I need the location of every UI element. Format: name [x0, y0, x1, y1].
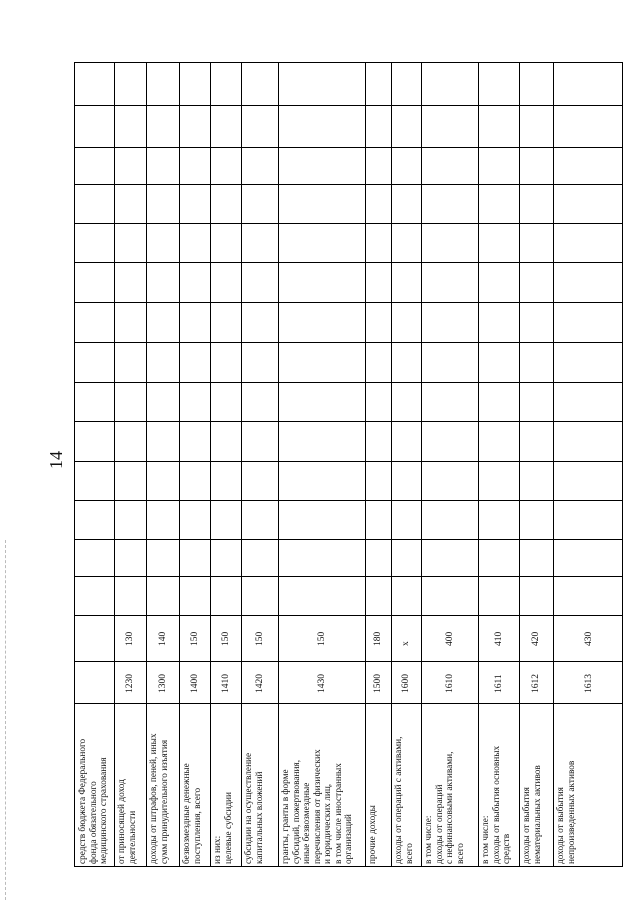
grid-line-vertical	[365, 63, 366, 866]
grid-line-horizontal	[75, 342, 622, 343]
grid-line-vertical	[114, 63, 115, 866]
row-line-code: 1300	[157, 674, 168, 693]
row-label: прочие доходы	[368, 805, 378, 864]
grid-line-vertical	[391, 63, 392, 866]
grid-line-horizontal	[75, 302, 622, 303]
row-kosgu-code: 430	[583, 631, 594, 646]
row-label: от приносящей доход деятельности	[117, 779, 138, 864]
row-kosgu-code: x	[401, 641, 411, 646]
row-line-code: 1611	[493, 674, 504, 693]
row-kosgu-code: 180	[373, 631, 383, 646]
row-line-code: 1600	[401, 674, 411, 693]
row-label: доходы от выбытия нематериальных активов	[522, 765, 543, 864]
row-kosgu-code: 400	[444, 631, 455, 646]
row-kosgu-code: 150	[316, 631, 327, 646]
row-line-code: 1430	[316, 674, 327, 693]
grid-line-horizontal	[75, 500, 622, 501]
grid-line-vertical	[179, 63, 180, 866]
grid-line-horizontal	[75, 105, 622, 106]
financial-table	[74, 62, 623, 867]
row-line-code: 1230	[125, 674, 135, 693]
row-label: субсидии на осуществление капитальных вложений	[244, 752, 265, 864]
grid-line-horizontal	[75, 382, 622, 383]
row-label: в том числе: доходы от операций с нефинансовыми активами, всего	[424, 751, 466, 864]
row-label: в том числе: доходы от выбытия основных средств	[481, 745, 512, 864]
row-kosgu-code: 150	[220, 631, 231, 646]
row-line-code: 1612	[531, 674, 541, 693]
scan-edge-mark	[5, 540, 7, 900]
grid-line-horizontal	[75, 184, 622, 185]
row-kosgu-code: 420	[531, 631, 541, 646]
grid-line-horizontal	[75, 461, 622, 462]
grid-line-vertical	[519, 63, 520, 866]
row-label: из них: целевые субсидии	[213, 792, 234, 864]
row-line-code: 1400	[189, 674, 200, 693]
grid-line-horizontal	[75, 615, 622, 616]
grid-line-vertical	[478, 63, 479, 866]
grid-line-vertical	[421, 63, 422, 866]
grid-line-vertical	[278, 63, 279, 866]
row-label: средств бюджета Федерального фонда обязательного медицинского страхования	[78, 738, 109, 864]
row-label: доходы от штрафов, пеней, иных сумм принудительного изъятия	[149, 733, 170, 864]
grid-line-horizontal	[75, 421, 622, 422]
grid-line-vertical	[241, 63, 242, 866]
grid-line-horizontal	[75, 703, 622, 704]
row-line-code: 1500	[373, 674, 383, 693]
grid-line-horizontal	[75, 576, 622, 577]
grid-line-horizontal	[75, 539, 622, 540]
page-number: 14	[46, 451, 66, 469]
row-line-code: 1613	[583, 674, 594, 693]
row-label: безвозмездные денежные поступления, всего	[182, 763, 203, 864]
grid-line-horizontal	[75, 262, 622, 263]
row-kosgu-code: 150	[254, 631, 265, 646]
grid-line-horizontal	[75, 223, 622, 224]
grid-line-horizontal	[75, 661, 622, 662]
row-line-code: 1410	[220, 674, 231, 693]
row-kosgu-code: 150	[189, 631, 200, 646]
grid-line-vertical	[210, 63, 211, 866]
row-kosgu-code: 410	[493, 631, 504, 646]
grid-line-horizontal	[75, 147, 622, 148]
row-label: доходы от выбытия непроизведенных активов	[556, 760, 577, 864]
row-kosgu-code: 130	[125, 631, 135, 646]
row-label: гранты, гранты в форме субсидий, пожертвования, иные безвозмездные перечисления от физических и юридических лиц, в том числе иностранных организаций	[281, 749, 354, 864]
row-line-code: 1610	[444, 674, 455, 693]
grid-line-vertical	[146, 63, 147, 866]
grid-line-vertical	[553, 63, 554, 866]
row-label: доходы от операций с активами, всего	[394, 736, 415, 864]
row-line-code: 1420	[254, 674, 265, 693]
row-kosgu-code: 140	[157, 631, 168, 646]
